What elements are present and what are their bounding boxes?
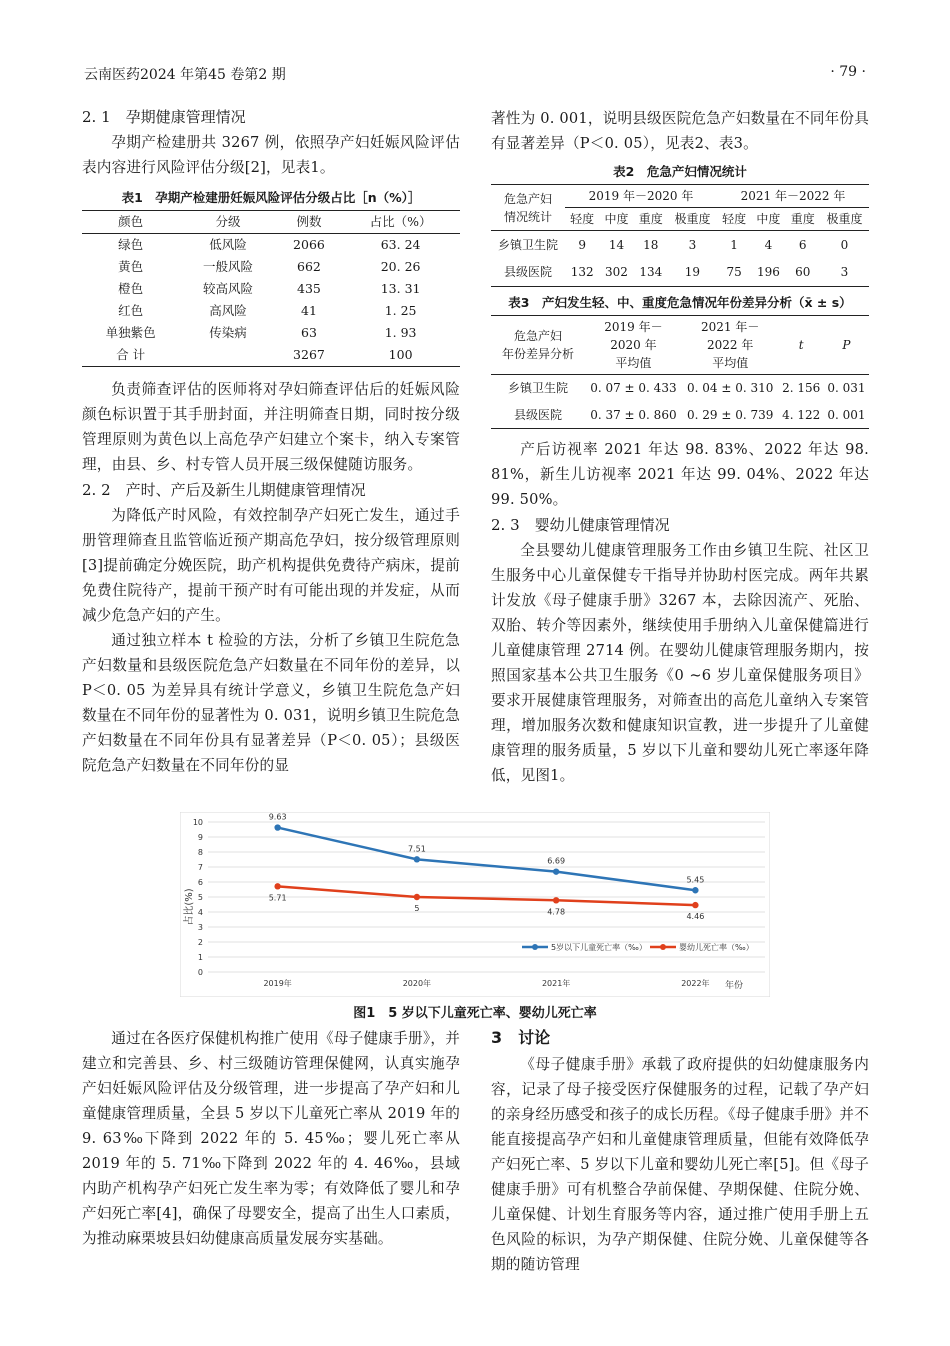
chart-y-tick-label: 10 (192, 818, 203, 827)
table1-cell: 100 (388, 347, 413, 362)
table3-header-line: 2019 年－ (604, 320, 663, 334)
table3-cell: 0. 29 ± 0. 739 (687, 407, 774, 422)
table2-row-header-line1: 危急产妇 (503, 191, 552, 206)
table2-cell: 302 (605, 265, 628, 280)
table2-cell: 75 (726, 265, 742, 280)
section-2-1-heading: 2. 1 孕期健康管理情况 (82, 108, 246, 126)
chart-x-axis-label: 年份 (725, 981, 744, 991)
section-3-paragraph-1: 《母子健康手册》承载了政府提供的妇幼健康服务内容，记录了母子接受医疗保健服务的过程，记载了孕产妇的亲身经历感受和孩子的成长历程。《母子健康手册》并不能直接提高孕产妇和儿童健康管理质量，但能有效降低孕产妇死亡率、5 岁以下儿童和婴幼儿死亡率[5]。但《母子健康手册》可有机整合孕前保健、孕期保健、住院分娩、儿童保健、计划生育服务等内容，通过推广使用手册上五色风险的标识，为孕产期保健、住院分娩、儿童保健等各期的随访管理 (491, 1056, 869, 1273)
table3-header-period1 (585, 316, 682, 375)
table2-cell: 60 (795, 265, 811, 280)
chart-point (414, 894, 420, 900)
table1-cell: 13. 31 (380, 281, 421, 296)
chart-data-label: 5.71 (268, 893, 287, 903)
chart-x-tick-label: 2020年 (402, 979, 432, 988)
table2-subheader: 极重度 (826, 212, 863, 226)
table2 (491, 184, 869, 287)
table1-row (82, 234, 460, 257)
legend-marker-infant (660, 944, 666, 950)
table1 (82, 210, 460, 367)
table2-cell: 4 (764, 237, 773, 252)
table2-cell: 14 (608, 237, 625, 252)
table2-cell: 6 (798, 237, 807, 252)
table1-cell: 63. 24 (380, 237, 421, 252)
chart-data-label: 6.69 (547, 856, 566, 866)
table1-cell: 20. 26 (380, 259, 421, 274)
chart-y-tick-label: 7 (197, 863, 203, 872)
right-column-top (491, 106, 869, 788)
table1-cell: 低风险 (209, 237, 247, 252)
chart-data-label: 9.63 (268, 812, 287, 822)
table2-subheader: 轻度 (722, 212, 747, 226)
table1-cell: 435 (297, 281, 321, 296)
chart-data-label: 7.51 (407, 844, 426, 854)
legend-marker-u5 (532, 944, 538, 950)
table3-header-row (491, 316, 869, 375)
table1-header: 占比（%） (369, 214, 432, 229)
table1-cell: 绿色 (118, 237, 144, 252)
chart-y-tick-label: 0 (197, 968, 203, 977)
table2-cell: 9 (578, 237, 586, 252)
chart-data-label: 4.78 (547, 907, 566, 917)
chart-x-tick-label: 2022年 (681, 979, 710, 988)
page-number: · 79 · (830, 64, 866, 80)
table1-header: 分级 (215, 214, 241, 229)
chart-data-label: 4.46 (686, 912, 705, 922)
running-header-journal: 云南医药2024 年第45 卷第2 期 (84, 67, 286, 83)
chart-y-tick-label: 1 (197, 953, 203, 962)
table2-row (491, 259, 869, 287)
chart-point (274, 883, 280, 889)
table2-cell: 3 (840, 265, 849, 280)
chart-legend (522, 942, 754, 952)
section-2-2-paragraph-3: 著性为 0. 001，说明县级医院危急产妇数量在不同年份具有显著差异（P＜0. 05），见表2、表3。 (491, 110, 869, 152)
chart-y-tick-label: 2 (197, 938, 203, 947)
table2-row-header (491, 185, 565, 231)
chart-point (553, 897, 559, 903)
table1-cell: 橙色 (118, 281, 144, 296)
table3-header-line: 2021 年－ (701, 320, 760, 334)
table2-subheader: 中度 (756, 212, 781, 226)
table3 (491, 315, 869, 429)
section-2-3-paragraph-1: 全县婴幼儿健康管理服务工作由乡镇卫生院、社区卫生服务中心儿童保健专干指导并协助村医完成。两年共累计发放《母子健康手册》3267 本，去除因流产、死胎、双胎、转介等因素外，继续使用手册纳入儿童保健篇进行儿童健康管理 2714 例。在婴幼儿健康管理服务期内，按照国家基本公共卫生服务《0 ~6 岁儿童保健服务项目》要求开展健康管理服务，对筛查出的高危儿童纳入专案管理，增加服务次数和健康知识宣教，进一步提升了儿童健康管理的服务质量，5 岁以下儿童和婴幼儿死亡率逐年降低，见图1。 (491, 542, 869, 784)
table1-caption: 表1 孕期产检建册妊娠风险评估分级占比［n（%）］ (121, 190, 421, 205)
table2-cell: 18 (643, 237, 659, 252)
table1-cell: 2066 (293, 237, 325, 252)
table3-caption: 表3 产妇发生轻、中、重度危急情况年份差异分析（x̄ ± s） (508, 295, 852, 310)
chart-y-tick-label: 8 (197, 848, 203, 857)
table1-cell: 662 (297, 259, 321, 274)
table3-cell: 乡镇卫生院 (507, 381, 568, 396)
table1-cell: 红色 (118, 303, 144, 318)
chart-point (692, 902, 698, 908)
table2-period2: 2021 年－2022 年 (717, 185, 869, 208)
table1-cell: 较高风险 (203, 281, 254, 296)
table3-cell: 0. 001 (827, 407, 866, 422)
after-figure-paragraph: 通过在各医疗保健机构推广使用《母子健康手册》，并建立和完善县、乡、村三级随访管理保健网，认真实施孕产妇妊娠风险评估及分级管理，进一步提高了孕产妇和儿童健康管理质量，全县 5 岁以下儿童死亡率从 2019 年的 9. 63‰下降到 2022 年的 5. 45‰；婴儿死亡率从 2019 年的 5. 71‰下降到 2022 年的 4. 46‰，县域内助产机构孕产妇死亡发生率为零；有效降低了婴儿和孕产妇死亡率[4]，确保了母婴安全，提高了出生人口素质，为推动麻栗坡县妇幼健康高质量发展夯实基础。 (82, 1030, 460, 1247)
table1-cell (179, 344, 276, 367)
table2-subheader: 重度 (638, 212, 663, 226)
table1-cell: 41 (301, 303, 317, 318)
table3-header-t: t (798, 338, 804, 352)
table1-cell: 63 (301, 325, 317, 340)
legend-label-infant: 婴幼儿死亡率（‰） (679, 943, 754, 952)
section-2-2-paragraph-4: 产后访视率 2021 年达 98. 83%、2022 年达 98. 81%，新生儿访视率 2021 年达 99. 04%、2022 年达 99. 50%。 (491, 441, 869, 508)
chart-point (274, 824, 280, 830)
table1-cell: 合 计 (116, 347, 146, 362)
table3-header-period2 (682, 316, 779, 375)
chart-point (414, 856, 420, 862)
table1-cell: 黄色 (118, 259, 144, 274)
table2-cell: 19 (684, 265, 701, 280)
table3-header-line: 2022 年 (707, 338, 754, 352)
table3-cell: 0. 37 ± 0. 860 (590, 407, 677, 422)
table3-header-line: 2020 年 (610, 338, 657, 352)
table1-cell: 3267 (293, 347, 325, 362)
chart-y-tick-label: 4 (197, 908, 203, 917)
table1-row (82, 256, 460, 278)
table1-row (82, 278, 460, 300)
table3-cell: 0. 04 ± 0. 310 (687, 381, 774, 396)
section-2-3-heading: 2. 3 婴幼儿健康管理情况 (491, 516, 670, 534)
table1-header: 例数 (296, 214, 322, 229)
table3-cell: 县级医院 (513, 407, 562, 422)
table1-row (82, 322, 460, 344)
chart-x-tick-label: 2021年 (541, 979, 571, 988)
chart-point (553, 868, 559, 874)
table3-header-line: 平均值 (615, 356, 652, 370)
table1-row (82, 300, 460, 322)
legend-label-u5: 5岁以下儿童死亡率（‰） (551, 943, 647, 952)
chart-y-tick-label: 6 (197, 878, 203, 887)
table1-cell: 传染病 (209, 325, 247, 340)
table3-cell: 4. 122 (782, 407, 821, 422)
table2-cell: 3 (688, 237, 697, 252)
table2-cell: 196 (756, 265, 780, 280)
table1-cell: 高风险 (209, 303, 247, 318)
table2-cell: 0 (840, 237, 849, 252)
chart-y-tick-label: 9 (197, 833, 203, 842)
table3-header-name (491, 316, 585, 375)
left-column-top (82, 106, 460, 778)
table2-cell: 134 (639, 265, 663, 280)
table1-cell: 1. 25 (384, 303, 417, 318)
table1-cell: 单独紫色 (105, 325, 156, 340)
table2-header-row (491, 185, 869, 208)
table3-row (491, 375, 869, 402)
left-column-bottom (82, 1026, 460, 1251)
table2-cell: 132 (570, 265, 594, 280)
table2-row (491, 231, 869, 259)
table2-subheader: 轻度 (570, 212, 595, 226)
table2-subheader: 重度 (790, 212, 815, 226)
section-3-heading: 3 讨论 (491, 1028, 551, 1047)
table2-subheader: 中度 (604, 212, 629, 226)
table1-header: 颜色 (118, 214, 144, 229)
table2-row-header-line2: 情况统计 (503, 209, 552, 224)
figure1-caption: 图1 5 岁以下儿童死亡率、婴幼儿死亡率 (353, 1006, 597, 1021)
section-2-2-paragraph-2: 通过独立样本 t 检验的方法，分析了乡镇卫生院危急产妇数量和县级医院危急产妇数量在不同年份的差异，以 P＜0. 05 为差异具有统计学意义，乡镇卫生院危急产妇数量在不同年份的显著性为 0. 031，说明乡镇卫生院危急产妇数量在不同年份具有显著差异（P＜0. 05）；县级医院危急产妇数量在不同年份的显 (82, 632, 460, 774)
figure1-line-chart (180, 812, 770, 997)
right-column-bottom (491, 1026, 869, 1277)
table3-cell: 2. 156 (782, 381, 821, 396)
table3-cell: 0. 07 ± 0. 433 (590, 381, 677, 396)
table2-row-name: 县级医院 (503, 265, 552, 280)
table3-header-line: 危急产妇 (513, 329, 562, 343)
chart-x-tick-label: 2019年 (263, 979, 292, 988)
table1-header-row (82, 211, 460, 234)
table2-period1: 2019 年－2020 年 (565, 185, 717, 208)
chart-y-tick-label: 3 (197, 923, 203, 932)
table1-total-row (82, 344, 460, 367)
section-2-1-paragraph-1: 孕期产检建册共 3267 例，依照孕产妇妊娠风险评估表内容进行风险评估分级[2]，见表1。 (82, 134, 460, 176)
section-2-1-paragraph-2: 负责筛查评估的医师将对孕妇筛查评估后的妊娠风险颜色标识置于其手册封面，并注明筛查日期，同时按分级管理原则为黄色以上高危孕产妇建立个案卡，纳入专案管理，由县、乡、村专管人员开展三级保健随访服务。 (82, 381, 460, 473)
chart-data-label: 5 (414, 904, 420, 913)
table3-header-line: 平均值 (712, 356, 749, 370)
table3-header-p: P (842, 338, 851, 352)
table2-subheader: 极重度 (674, 212, 711, 226)
chart-y-tick-label: 5 (197, 893, 203, 902)
chart-point (692, 887, 698, 893)
table3-header-line: 年份差异分析 (501, 347, 574, 361)
table2-row-name: 乡镇卫生院 (497, 237, 558, 252)
table1-cell: 1. 93 (384, 325, 417, 340)
section-2-2-heading: 2. 2 产时、产后及新生儿期健康管理情况 (82, 481, 366, 499)
table2-caption: 表2 危急产妇情况统计 (613, 164, 747, 179)
section-2-2-paragraph-1: 为降低产时风险，有效控制孕产妇死亡发生，通过手册管理筛查且监管临近预产期高危孕妇，按分级管理原则[3]提前确定分娩医院，助产机构提供免费待产病床，提前免费住院待产，提前干预产时有可能出现的并发症，从而减少危急产妇的产生。 (82, 507, 460, 624)
chart-y-axis-label: 占比(%) (184, 888, 195, 926)
table1-cell: 一般风险 (203, 259, 254, 274)
table3-cell: 0. 031 (827, 381, 866, 396)
chart-data-label: 5.45 (686, 875, 705, 885)
table3-row (491, 402, 869, 429)
table2-cell: 1 (730, 237, 738, 252)
